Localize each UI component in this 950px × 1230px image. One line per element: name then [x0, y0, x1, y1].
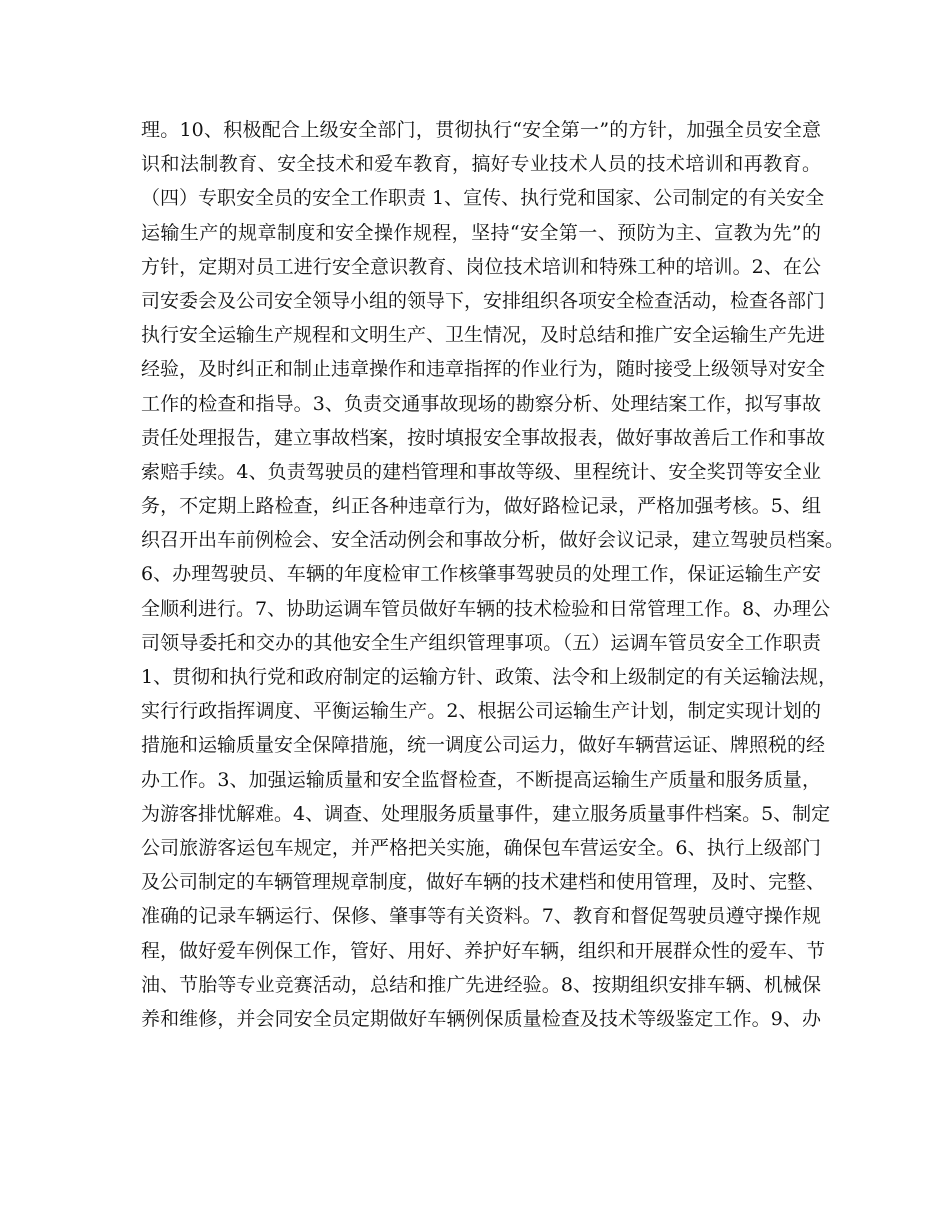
text-line: 方针，定期对员工进行安全意识教育、岗位技术培训和特殊工种的培训。2、在公 — [141, 255, 821, 278]
text-line: 识和法制教育、安全技术和爱车教育，搞好专业技术人员的技术培训和再教育。 — [141, 153, 821, 176]
text-line: 索赔手续。4、负责驾驶员的建档管理和事故等级、里程统计、安全奖罚等安全业 — [141, 460, 821, 483]
text-line: 经验，及时纠正和制止违章操作和违章指挥的作业行为，随时接受上级领导对安全 — [141, 358, 826, 381]
text-line: 1、贯彻和执行党和政府制定的运输方针、政策、法令和上级制定的有关运输法规， — [141, 666, 838, 688]
text-line: 准确的记录车辆运行、保修、肇事等有关资料。7、教育和督促驾驶员遵守操作规 — [141, 905, 821, 928]
text-line: 执行安全运输生产规程和文明生产、卫生情况，及时总结和推广安全运输生产先进 — [141, 324, 826, 347]
text-line: 为游客排忧解难。4、调查、处理服务质量事件，建立服务质量事件档案。5、制定 — [141, 802, 831, 825]
text-line: 司领导委托和交办的其他安全生产组织管理事项。（五）运调车管员安全工作职责 — [141, 631, 821, 654]
text-line: 实行行政指挥调度、平衡运输生产。2、根据公司运输生产计划，制定实现计划的 — [141, 700, 821, 723]
text-line: 6、办理驾驶员、车辆的年度检审工作核肇事驾驶员的处理工作，保证运输生产安 — [141, 563, 821, 586]
text-line: 司安委会及公司安全领导小组的领导下，安排组织各项安全检查活动，检查各部门 — [141, 289, 826, 312]
text-line: 运输生产的规章制度和安全操作规程，坚持“安全第一、预防为主、宣教为先”的 — [141, 221, 821, 244]
text-line: （四）专职安全员的安全工作职责 1、宣传、执行党和国家、公司制定的有关安全 — [141, 187, 825, 210]
text-line: 养和维修，并会同安全员定期做好车辆例保质量检查及技术等级鉴定工作。9、办 — [141, 1007, 821, 1030]
text-line: 责任处理报告，建立事故档案，按时填报安全事故报表，做好事故善后工作和事故 — [141, 426, 826, 449]
text-line: 油、节胎等专业竞赛活动，总结和推广先进经验。8、按期组织安排车辆、机械保 — [141, 973, 821, 996]
text-line: 办工作。3、加强运输质量和安全监督检查，不断提高运输生产质量和服务质量， — [141, 768, 821, 791]
text-line: 织召开出车前例检会、安全活动例会和事故分析，做好会议记录，建立驾驶员档案。 — [141, 529, 845, 552]
text-line: 务，不定期上路检查，纠正各种违章行为，做好路检记录，严格加强考核。5、组 — [141, 495, 821, 518]
document-body — [141, 113, 845, 1036]
text-line: 公司旅游客运包车规定，并严格把关实施，确保包车营运安全。6、执行上级部门 — [141, 836, 821, 859]
text-line: 全顺利进行。7、协助运调车管员做好车辆的技术检验和日常管理工作。8、办理公 — [141, 597, 831, 620]
text-line: 程，做好爱车例保工作，管好、用好、养护好车辆，组织和开展群众性的爱车、节 — [141, 939, 826, 962]
text-line: 及公司制定的车辆管理规章制度，做好车辆的技术建档和使用管理，及时、完整、 — [141, 871, 826, 894]
text-line: 工作的检查和指导。3、负责交通事故现场的勘察分析、处理结案工作，拟写事故 — [141, 392, 821, 415]
text-line: 理。10、积极配合上级安全部门，贯彻执行“安全第一”的方针，加强全员安全意 — [141, 119, 821, 141]
text-line: 措施和运输质量安全保障措施，统一调度公司运力，做好车辆营运证、牌照税的经 — [141, 734, 826, 757]
